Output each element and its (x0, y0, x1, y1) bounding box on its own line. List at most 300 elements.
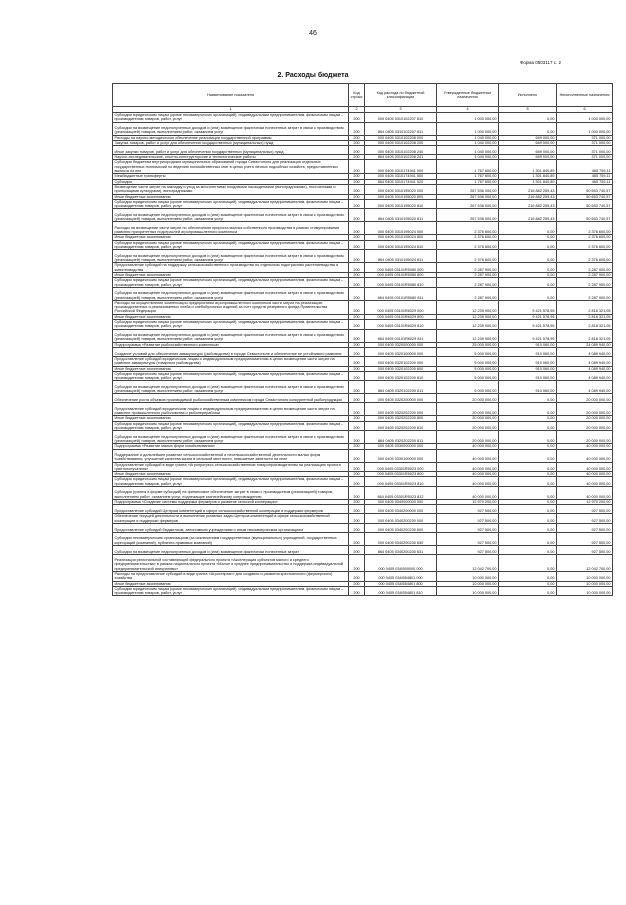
row-line-code: 200 (349, 403, 365, 416)
row-name: Субсидии на возмещение недополученных доходов и (или) возмещение фактически понесенных затрат в связи с производством (реализацией) товаров, выполнением работ, оказанием услуг (113, 287, 349, 300)
table-row (113, 523, 613, 532)
row-executed: 9 421 578,95 (499, 314, 557, 319)
row-approved: 1 040 000,00 (437, 140, 499, 145)
row-name: Субсидии юридическим лицам (кроме некоммерческих организаций), индивидуальным предпринимателям, физическим лицам – производителям товаров, работ, услуг (113, 371, 349, 381)
row-remaining: 2 818 321,05 (557, 314, 613, 319)
row-approved: 5 000 000,00 (437, 347, 499, 356)
table-row (113, 184, 613, 194)
row-line-code: 200 (349, 514, 365, 524)
row-executed: 1 301 840,89 (499, 160, 557, 174)
row-budget-code: 000 0405 03101R6029 810 (365, 320, 437, 330)
row-executed: 0,00 (499, 431, 557, 444)
row-line-code: 200 (349, 184, 365, 194)
row-line-code: 200 (349, 394, 365, 403)
row-executed: 0,00 (499, 235, 557, 240)
row-remaining: 371 000,00 (557, 146, 613, 155)
row-executed: 0,00 (499, 586, 557, 596)
table-row (113, 300, 613, 314)
row-budget-code: 000 0405 0310195020 000 (365, 184, 437, 194)
row-approved: 1 040 000,00 (437, 135, 499, 140)
row-name: Подпрограмма «Развитие рыбохозяйственного комплекса» (113, 342, 349, 347)
row-executed: 1 301 840,89 (499, 179, 557, 184)
row-remaining: 50 653 740,57 (557, 184, 613, 194)
row-executed: 0,00 (499, 250, 557, 263)
row-name: Субсидии на возмещение недополученных доходов и (или) возмещение фактически понесенных затрат в связи с производством (реализацией) товаров, выполнением работ, оказанием услуг (113, 381, 349, 394)
row-line-code: 200 (349, 523, 365, 532)
row-budget-code: 864 0405 0310102207 811 (365, 122, 437, 135)
row-line-code: 200 (349, 571, 365, 581)
row-approved: 927 500,00 (437, 514, 499, 524)
row-approved: 2 287 900,00 (437, 278, 499, 288)
row-executed: 0,00 (499, 462, 557, 472)
row-name: Иные бюджетные ассигнования (113, 194, 349, 199)
row-line-code: 200 (349, 179, 365, 184)
row-remaining: 40 000 000,00 (557, 449, 613, 462)
row-name: Иные бюджетные ассигнования (113, 235, 349, 240)
row-budget-code: 000 0405 03101R6029 800 (365, 314, 437, 319)
row-executed: 216 882 259,43 (499, 184, 557, 194)
table-row (113, 287, 613, 300)
row-name: Субсидии юридическим лицам (кроме некоммерческих организаций), индивидуальным предпринимателям, физическим лицам – производителям товаров, работ, услуг (113, 477, 349, 487)
row-name: Субсидии (гранты в форме субсидий) на финансовое обеспечение затрат в связи с производством (реализацией) товаров, выполнением работ, оказанием услуг, подлежащие казначейскому сопровождению (113, 487, 349, 500)
row-remaining: 2 376 600,00 (557, 235, 613, 240)
row-line-code: 200 (349, 462, 365, 472)
table-row (113, 347, 613, 356)
row-approved: 20 000 000,00 (437, 394, 499, 403)
row-line-code: 200 (349, 366, 365, 371)
row-name: Субсидии на возмещение недополученных доходов и (или) возмещение фактически понесенных затрат в связи с производством (реализацией) товаров, выполнением работ, оказанием услуг (113, 122, 349, 135)
row-remaining: 20 000 000,00 (557, 421, 613, 431)
row-executed: 9 421 578,95 (499, 300, 557, 314)
row-budget-code: 000 0405 034I554801 000 (365, 571, 437, 581)
row-name: Предоставление субсидий на поддержку сельскохозяйственного производства по отдельным подотраслям растениеводства и животноводства (113, 263, 349, 273)
row-name: Субсидии бюджетам внутригородских муниципальных образований города Севастополя для реализации отдельных государственных полномочий по ведению похозяйственных книг в целях учета личных подсобных хозяйств, предоставленных выписок из них (113, 160, 349, 174)
table-row (113, 263, 613, 273)
row-budget-code: 000 0405 0340000000 000 (365, 500, 437, 505)
row-remaining: 2 376 600,00 (557, 240, 613, 250)
table-row (113, 431, 613, 444)
row-name: Иные бюджетные ассигнования (113, 416, 349, 421)
row-line-code: 200 (349, 554, 365, 571)
row-executed: 0,00 (499, 240, 557, 250)
row-budget-code: 000 0405 0340200230 630 (365, 532, 437, 545)
row-executed: 0,00 (499, 545, 557, 554)
row-line-code: 200 (349, 113, 365, 123)
row-approved: 267 536 000,00 (437, 199, 499, 209)
row-remaining: 1 000 000,00 (557, 122, 613, 135)
row-line-code: 200 (349, 155, 365, 160)
row-executed: 1 301 840,89 (499, 174, 557, 179)
table-row (113, 209, 613, 222)
row-name: Подпрограмма «Создание системы поддержки фермеров и развитие сельской кооперации» (113, 500, 349, 505)
row-budget-code: 000 0405 0320200000 000 (365, 394, 437, 403)
row-remaining: 50 653 740,57 (557, 199, 613, 209)
table-row (113, 329, 613, 342)
row-approved: 2 376 600,00 (437, 250, 499, 263)
row-remaining: 465 759,11 (557, 160, 613, 174)
row-executed: 0,00 (499, 571, 557, 581)
row-line-code: 200 (349, 356, 365, 366)
row-approved: 20 000 000,00 (437, 421, 499, 431)
row-remaining: 40 000 000,00 (557, 472, 613, 477)
header-line-code: Код строки (349, 84, 365, 107)
row-budget-code: 864 0405 03101R6029 811 (365, 329, 437, 342)
row-remaining: 50 653 740,57 (557, 194, 613, 199)
row-remaining: 927 500,00 (557, 532, 613, 545)
row-remaining: 12 042 700,00 (557, 554, 613, 571)
row-name: Межбюджетные трансферты (113, 174, 349, 179)
row-executed: 910 060,00 (499, 371, 557, 381)
row-line-code: 200 (349, 449, 365, 462)
row-line-code: 200 (349, 140, 365, 145)
row-name: Предоставление субсидий в виде гранта «Агропрогресс сельскохозяйственным товаропроизводителям на реализацию проекта грантополучателя» (113, 462, 349, 472)
table-header-row (113, 84, 613, 107)
column-index: 1 (113, 107, 349, 113)
row-remaining: 927 500,00 (557, 523, 613, 532)
row-remaining: 2 287 900,00 (557, 287, 613, 300)
row-approved: 20 000 000,00 (437, 403, 499, 416)
row-budget-code: 000 0405 0310195024 800 (365, 235, 437, 240)
row-approved: 10 000 000,00 (437, 581, 499, 586)
table-row (113, 250, 613, 263)
row-approved: 12 239 900,00 (437, 320, 499, 330)
table-row (113, 586, 613, 596)
row-remaining: 40 000 000,00 (557, 477, 613, 487)
row-budget-code: 000 0405 0320202200 800 (365, 416, 437, 421)
row-line-code: 200 (349, 278, 365, 288)
row-line-code: 200 (349, 272, 365, 277)
row-name: Расходы на научно-методическое обеспечение реализации государственной программы (113, 135, 349, 140)
row-approved: 10 000 000,00 (437, 586, 499, 596)
row-name: Расходы на предоставление субсидий в виде гранта «Агростартап» для создания и развития крестьянского (фермерского) хозяйства (113, 571, 349, 581)
table-row (113, 146, 613, 155)
row-line-code: 200 (349, 421, 365, 431)
row-line-code: 200 (349, 235, 365, 240)
row-remaining: 4 089 940,00 (557, 366, 613, 371)
table-row (113, 240, 613, 250)
row-name: Расходы на осуществление компенсации предприятиям агропромышленного комплекса части затрат на реализацию производственных и реализованных хлеба и хлебобулочных изделий за счет средств резервного фонда Правительства Российской Федерации (113, 300, 349, 314)
row-approved: 2 287 900,00 (437, 287, 499, 300)
row-remaining: 371 000,00 (557, 155, 613, 160)
row-name: Субсидии юридическим лицам (кроме некоммерческих организаций), индивидуальным предпринимателям, физическим лицам – производителям товаров, работ, услуг (113, 278, 349, 288)
row-approved: 12 970 200,00 (437, 500, 499, 505)
row-budget-code: 864 0405 0310195024 811 (365, 250, 437, 263)
row-name: Научно-исследовательские, опытно-конструкторские и технологические работы (113, 155, 349, 160)
header-remaining: Неисполненные назначения (557, 84, 613, 107)
table-row (113, 122, 613, 135)
column-index: 4 (437, 107, 499, 113)
row-approved: 20 000 000,00 (437, 431, 499, 444)
row-name: Возмещение части затрат на закладку и уход за многолетними плодовыми насаждениями (виноградниками), постоянными и приносящими культурами), виноградниками (113, 184, 349, 194)
row-approved: 5 000 000,00 (437, 381, 499, 394)
header-budget-code: Код расхода по бюджетной классификации (365, 84, 437, 107)
row-line-code: 200 (349, 222, 365, 235)
row-approved: 927 500,00 (437, 505, 499, 514)
row-executed: 9 421 578,95 (499, 320, 557, 330)
row-line-code: 200 (349, 122, 365, 135)
row-remaining: 2 376 600,00 (557, 222, 613, 235)
row-budget-code: 864 0405 03101R5080 811 (365, 287, 437, 300)
row-approved: 40 000 000,00 (437, 449, 499, 462)
row-executed: 0,00 (499, 472, 557, 477)
table-row (113, 371, 613, 381)
row-budget-code: 000 0405 0340200230 600 (365, 523, 437, 532)
row-remaining: 10 000 000,00 (557, 586, 613, 596)
row-budget-code: 000 0405 03301R5023 810 (365, 477, 437, 487)
row-remaining: 20 000 000,00 (557, 394, 613, 403)
row-approved: 2 287 900,00 (437, 263, 499, 273)
row-remaining: 40 000 000,00 (557, 487, 613, 500)
row-executed: 0,00 (499, 554, 557, 571)
row-remaining: 4 089 940,00 (557, 356, 613, 366)
row-name: Создание условий для обеспечения аквакультуры (рыбоводства) в городе Севастополе и обеспечение ее устойчивого развития (113, 347, 349, 356)
row-executed: 0,00 (499, 394, 557, 403)
row-line-code: 200 (349, 199, 365, 209)
row-executed: 0,00 (499, 416, 557, 421)
row-executed: 0,00 (499, 122, 557, 135)
row-remaining: 12 970 200,00 (557, 500, 613, 505)
row-executed: 669 000,00 (499, 135, 557, 140)
row-budget-code: 000 0405 034I554801 800 (365, 581, 437, 586)
row-executed: 0,00 (499, 532, 557, 545)
table-row (113, 554, 613, 571)
row-approved: 2 376 600,00 (437, 235, 499, 240)
row-name: Поддержание и дальнейшее развитие сельскохозяйственной и несельскохозяйственной деятельности малых форм хозяйствования, улучшение качества жизни в сельской местности, повышение занятости на селе (113, 449, 349, 462)
row-budget-code: 000 0405 0310195020 810 (365, 199, 437, 209)
row-remaining: 927 500,00 (557, 505, 613, 514)
table-row (113, 487, 613, 500)
row-budget-code: 000 0405 0310195020 800 (365, 194, 437, 199)
header-executed: Исполнено (499, 84, 557, 107)
row-executed: 216 882 259,43 (499, 194, 557, 199)
row-line-code: 200 (349, 371, 365, 381)
row-executed: 0,00 (499, 581, 557, 586)
row-name: Обеспечение роста объемов производимой рыбохозяйственным комплексом города Севастополя конкурентной рыбопродукции (113, 394, 349, 403)
row-name: Реализация региональной составляющей федерального проекта «Акселерация субъектов малого и среднего предпринимательства» в рамках национального проекта «Малое и среднее предпринимательство и поддержка индивидуальной предпринимательской инициативы» (113, 554, 349, 571)
row-executed: 669 000,00 (499, 140, 557, 145)
row-approved: 40 000 000,00 (437, 472, 499, 477)
row-budget-code: 864 0405 0340200230 631 (365, 545, 437, 554)
row-remaining: 2 818 321,05 (557, 320, 613, 330)
row-budget-code: 000 0405 034I554801 810 (365, 586, 437, 596)
row-budget-code: 000 0405 0320102200 800 (365, 366, 437, 371)
row-name: Иные бюджетные ассигнования (113, 272, 349, 277)
row-approved: 40 000 000,00 (437, 462, 499, 472)
row-executed: 0,00 (499, 222, 557, 235)
row-budget-code: 000 0405 0320202200 810 (365, 421, 437, 431)
row-line-code: 200 (349, 505, 365, 514)
row-line-code: 200 (349, 263, 365, 273)
row-budget-code: 864 0405 0320202200 811 (365, 431, 437, 444)
row-name: Предоставление субсидий юридическим лицам и индивидуальным предпринимателям в целях возмещения части затрат на развитие промышленного рыболовства и рыбопереработки (113, 403, 349, 416)
row-line-code: 200 (349, 300, 365, 314)
row-budget-code: 000 0405 0320100000 000 (365, 347, 437, 356)
row-executed: 0,00 (499, 449, 557, 462)
row-remaining: 1 000 000,00 (557, 113, 613, 123)
row-line-code: 200 (349, 545, 365, 554)
row-executed: 9 421 578,95 (499, 329, 557, 342)
row-approved: 12 239 900,00 (437, 314, 499, 319)
row-executed: 910 060,00 (499, 366, 557, 371)
row-remaining: 40 000 000,00 (557, 444, 613, 449)
column-index: 6 (557, 107, 613, 113)
row-line-code: 200 (349, 146, 365, 155)
row-budget-code: 000 0405 0320102200 810 (365, 371, 437, 381)
row-executed: 669 000,00 (499, 146, 557, 155)
row-budget-code: 000 0405 0320000000 000 (365, 342, 437, 347)
row-approved: 1 767 600,00 (437, 179, 499, 184)
row-name: Иные бюджетные ассигнования (113, 366, 349, 371)
row-budget-code: 000 0405 034I500000 000 (365, 554, 437, 571)
row-budget-code: 000 0405 0330100000 000 (365, 449, 437, 462)
column-index: 3 (365, 107, 437, 113)
table-row (113, 532, 613, 545)
form-label: Форма 0503117 с. 2 (520, 60, 561, 65)
row-budget-code: 864 0405 0310195020 811 (365, 209, 437, 222)
row-budget-code: 000 0405 03301R5023 000 (365, 462, 437, 472)
row-line-code: 200 (349, 287, 365, 300)
table-row (113, 160, 613, 174)
row-executed: 669 000,00 (499, 155, 557, 160)
row-executed: 0,00 (499, 523, 557, 532)
row-executed: 0,00 (499, 477, 557, 487)
row-name: Расходы на возмещение части затрат по обеспечению прироста молока собственного производства в рамках стимулирования развития приоритетных подотраслей агропромышленного комплекса (113, 222, 349, 235)
row-executed: 0,00 (499, 287, 557, 300)
row-budget-code: 000 0405 0310195024 000 (365, 222, 437, 235)
row-remaining: 4 089 940,00 (557, 371, 613, 381)
row-approved: 2 287 900,00 (437, 272, 499, 277)
row-line-code: 200 (349, 314, 365, 319)
row-approved: 2 376 600,00 (437, 240, 499, 250)
row-budget-code: 864 0405 0310102208 241 (365, 155, 437, 160)
row-line-code: 200 (349, 487, 365, 500)
row-line-code: 200 (349, 250, 365, 263)
column-index: 5 (499, 107, 557, 113)
table-row (113, 421, 613, 431)
row-remaining: 20 000 000,00 (557, 431, 613, 444)
header-name: Наименование показателя (113, 84, 349, 107)
table-body (113, 113, 613, 596)
row-remaining: 2 376 600,00 (557, 250, 613, 263)
row-budget-code: 000 0405 0310102207 810 (365, 113, 437, 123)
row-executed: 910 060,00 (499, 381, 557, 394)
row-executed: 216 882 259,43 (499, 209, 557, 222)
row-name: Подпрограмма «Развитие малых форм хозяйствования» (113, 444, 349, 449)
row-approved: 25 000 000,00 (437, 342, 499, 347)
row-executed: 0,00 (499, 272, 557, 277)
row-executed: 910 060,00 (499, 356, 557, 366)
row-name: Иные бюджетные ассигнования (113, 472, 349, 477)
row-executed: 0,00 (499, 487, 557, 500)
row-name: Предоставление субсидий бюджетным, автономным учреждениям и иным некоммерческим организациям (113, 523, 349, 532)
row-budget-code: 000 0405 0340200230 000 (365, 514, 437, 524)
table-row (113, 222, 613, 235)
row-approved: 5 000 000,00 (437, 371, 499, 381)
row-approved: 40 000 000,00 (437, 477, 499, 487)
row-executed: 910 060,00 (499, 342, 557, 347)
row-remaining: 10 000 000,00 (557, 581, 613, 586)
row-line-code: 200 (349, 194, 365, 199)
row-line-code: 200 (349, 500, 365, 505)
row-line-code: 200 (349, 347, 365, 356)
row-line-code: 200 (349, 416, 365, 421)
row-budget-code: 000 0405 0310102208 000 (365, 135, 437, 140)
row-approved: 20 000 000,00 (437, 416, 499, 421)
row-name: Субсидии юридическим лицам (кроме некоммерческих организаций), индивидуальным предпринимателям, физическим лицам – производителям товаров, работ, услуг (113, 586, 349, 596)
row-approved: 1 767 600,00 (437, 174, 499, 179)
row-approved: 267 536 000,00 (437, 194, 499, 199)
row-name: Субсидии юридическим лицам (кроме некоммерческих организаций), индивидуальным предпринимателям, физическим лицам – производителям товаров, работ, услуг (113, 199, 349, 209)
table-row (113, 381, 613, 394)
table-row (113, 462, 613, 472)
row-budget-code: 000 0405 0310102208 240 (365, 146, 437, 155)
row-approved: 927 500,00 (437, 523, 499, 532)
row-line-code: 200 (349, 240, 365, 250)
row-line-code: 200 (349, 174, 365, 179)
row-executed: 0,00 (499, 263, 557, 273)
row-name: Обеспечение текущей деятельности и выполнение уставных задач Центров компетенций в сфере сельскохозяйственной кооперации и поддержки фермеров (113, 514, 349, 524)
row-remaining: 50 653 740,57 (557, 209, 613, 222)
row-budget-code: 000 0405 03101R5080 000 (365, 263, 437, 273)
row-line-code: 200 (349, 472, 365, 477)
row-name: Иные бюджетные ассигнования (113, 581, 349, 586)
row-executed: 0,00 (499, 444, 557, 449)
row-executed: 0,00 (499, 514, 557, 524)
row-remaining: 40 000 000,00 (557, 462, 613, 472)
table-row (113, 477, 613, 487)
row-approved: 40 000 000,00 (437, 444, 499, 449)
row-budget-code: 000 0405 0330000000 000 (365, 444, 437, 449)
row-name: Субсидии на возмещение недополученных доходов и (или) возмещение фактически понесенных затрат в связи с производством (реализацией) товаров, выполнением работ, оказанием услуг (113, 250, 349, 263)
row-approved: 5 000 000,00 (437, 356, 499, 366)
table-row (113, 514, 613, 524)
row-approved: 12 042 700,00 (437, 554, 499, 571)
row-remaining: 4 089 940,00 (557, 381, 613, 394)
row-remaining: 20 000 000,00 (557, 416, 613, 421)
row-budget-code: 000 0405 03101R5080 810 (365, 278, 437, 288)
row-name: Субсидии на возмещение недополученных доходов и (или) возмещение фактически понесенных затрат в связи с производством (реализацией) товаров, выполнением работ, оказанием услуг (113, 209, 349, 222)
row-remaining: 371 000,00 (557, 135, 613, 140)
row-budget-code: 864 0405 0320102200 811 (365, 381, 437, 394)
row-name: Закупка товаров, работ и услуг для обеспечения государственных (муниципальных) нужд (113, 140, 349, 145)
row-name: Субсидии на возмещение недополученных доходов и (или) возмещение фактически понесенных затрат в связи с производством (реализацией) товаров, выполнением работ, оказанием услуг (113, 329, 349, 342)
row-budget-code: 000 0405 0320202200 000 (365, 403, 437, 416)
row-approved: 10 000 000,00 (437, 571, 499, 581)
row-budget-code: 000 0405 0310174941 000 (365, 160, 437, 174)
row-budget-code: 864 0405 03301R5023 812 (365, 487, 437, 500)
table-row (113, 199, 613, 209)
row-line-code: 200 (349, 581, 365, 586)
row-remaining: 371 000,00 (557, 140, 613, 145)
row-remaining: 2 287 900,00 (557, 278, 613, 288)
row-executed: 216 882 259,43 (499, 199, 557, 209)
row-executed: 910 060,00 (499, 347, 557, 356)
row-name: Субсидии юридическим лицам (кроме некоммерческих организаций), индивидуальным предпринимателям, физическим лицам – производителям товаров, работ, услуг (113, 320, 349, 330)
row-approved: 267 536 000,00 (437, 209, 499, 222)
row-line-code: 200 (349, 160, 365, 174)
row-budget-code: 000 0405 0310174941 500 (365, 174, 437, 179)
row-approved: 2 376 600,00 (437, 222, 499, 235)
table-row (113, 113, 613, 123)
row-remaining: 2 287 900,00 (557, 263, 613, 273)
row-budget-code: 000 0405 0340200000 000 (365, 505, 437, 514)
row-budget-code: 000 0405 03101R6029 000 (365, 300, 437, 314)
table-row (113, 403, 613, 416)
row-name: Иные бюджетные ассигнования (113, 314, 349, 319)
row-approved: 40 000 000,00 (437, 487, 499, 500)
table-row (113, 278, 613, 288)
row-remaining: 465 759,11 (557, 179, 613, 184)
